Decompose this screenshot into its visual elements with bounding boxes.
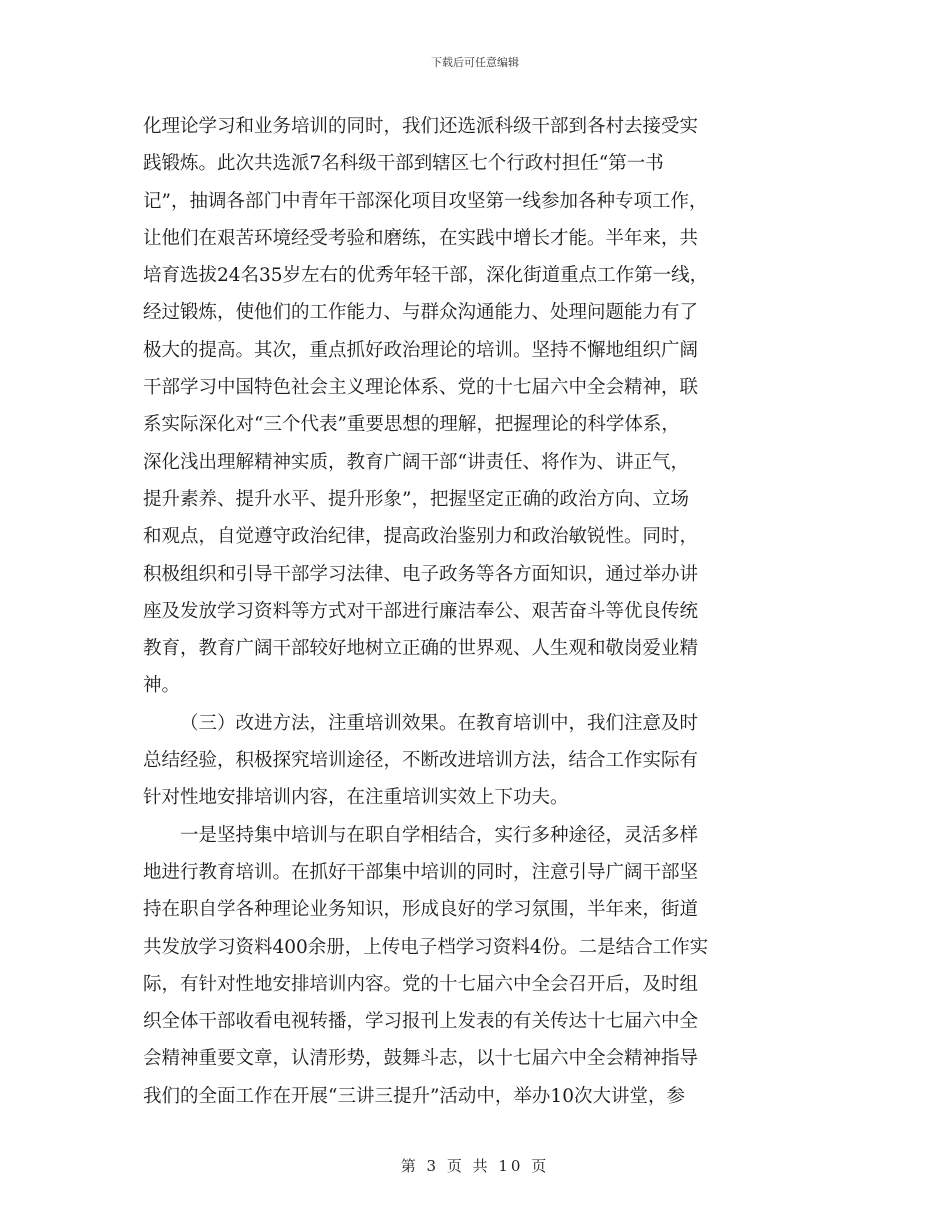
text-line: 针对性地安排培训内容，在注重培训实效上下功夫。 [143,787,569,809]
text-line: 教育，教育广阔干部较好地树立正确的世界观、人生观和敬岗爱业精 [143,638,699,660]
text-line: 系实际深化对“三个代表”重要思想的理解，把握理论的科学体系， [143,414,680,436]
text-line: 深化浅出理解精神实质，教育广阔干部“讲责任、将作为、讲正气， [143,451,689,473]
paragraph-start-line: 一是坚持集中培训与在职自学相结合，实行多种途径，灵活多样 [180,824,699,846]
text-line: 和观点，自觉遵守政治纪律，提高政治鉴别力和政治敏锐性。同时， [143,526,699,548]
text-line: 提升素养、提升水平、提升形象”，把握坚定正确的政治方向、立场 [143,488,689,510]
text-line: 地进行教育培训。在抓好干部集中培训的同时，注意引导广阔干部坚 [143,861,699,883]
text-line: 让他们在艰苦环境经受考验和磨练，在实践中增长才能。半年来，共 [143,227,699,249]
text-line: 培育选拔24名35岁左右的优秀年轻干部，深化街道重点工作第一线， [143,265,709,287]
section-heading-line: （三）改进方法，注重培训效果。在教育培训中，我们注意及时 [180,712,699,734]
text-line: 积极组织和引导干部学习法律、电子政务等各方面知识，通过举办讲 [143,563,699,585]
text-line: 干部学习中国特色社会主义理论体系、党的十七届六中全会精神，联 [143,377,699,399]
text-line: 总结经验，积极探究培训途径，不断改进培训方法，结合工作实际有 [143,750,699,772]
text-line: 际，有针对性地安排培训内容。党的十七届六中全会召开后，及时组 [143,973,699,995]
page-header: 下载后可任意编辑 [431,56,519,69]
text-line: 记”，抽调各部门中青年干部深化项目攻坚第一线参加各种专项工作， [143,190,708,212]
text-line: 极大的提高。其次，重点抓好政治理论的培训。坚持不懈地组织广阔 [143,339,699,361]
text-line: 践锻炼。此次共选派7名科级干部到辖区七个行政村担任“第一书 [143,153,664,175]
text-line: 持在职自学各种理论业务知识，形成良好的学习氛围，半年来，街道 [143,899,699,921]
text-line: 我们的全面工作在开展“三讲三提升”活动中，举办10次大讲堂，参 [143,1085,685,1107]
text-line: 神。 [143,675,181,697]
document-body [143,108,808,1115]
text-line: 会精神重要文章，认清形势，鼓舞斗志，以十七届六中全会精神指导 [143,1048,699,1070]
text-line: 化理论学习和业务培训的同时，我们还选派科级干部到各村去接受实 [143,116,699,137]
text-line: 织全体干部收看电视转播，学习报刊上发表的有关传达十七届六中全 [143,1011,699,1033]
text-line: 座及发放学习资料等方式对干部进行廉洁奉公、艰苦奋斗等优良传统 [143,600,699,622]
text-line: 共发放学习资料400余册，上传电子档学习资料4份。二是结合工作实 [143,936,709,958]
page-number-footer: 第 3 页 共 10 页 [400,1157,550,1175]
text-line: 经过锻炼，使他们的工作能力、与群众沟通能力、处理问题能力有了 [143,302,699,324]
